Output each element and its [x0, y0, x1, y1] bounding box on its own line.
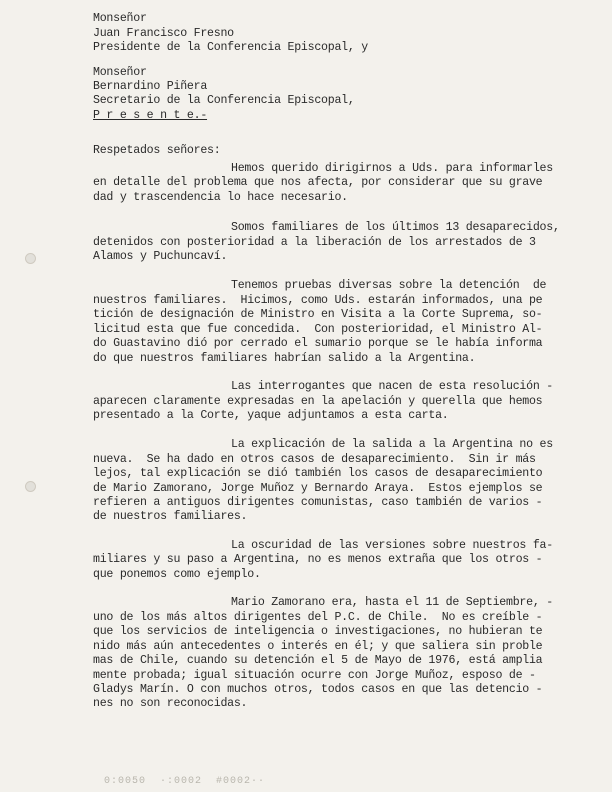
body-line: lejos, tal explicación se dió también los casos de desaparecimiento	[93, 467, 543, 480]
body-line: en detalle del problema que nos afecta, por considerar que su grave	[93, 176, 543, 189]
body-line: Alamos y Puchuncaví.	[93, 250, 228, 263]
body-line: licitud esta que fue concedida. Con posterioridad, el Ministro Al-	[93, 323, 543, 336]
punch-hole-top	[25, 253, 36, 264]
salutation: Respetados señores:	[93, 144, 221, 157]
body-line: tición de designación de Ministro en Visita a la Corte Suprema, so-	[93, 308, 543, 321]
body-line: de nuestros familiares.	[93, 510, 248, 523]
body-line: aparecen claramente expresadas en la apelación y querella que hemos	[93, 395, 543, 408]
body-line: dad y trascendencia lo hace necesario.	[93, 191, 348, 204]
addressee-line-5: Bernardino Piñera	[93, 80, 208, 93]
addressee-line-1: Monseñor	[93, 12, 147, 25]
body-line: presentado a la Corte, yaque adjuntamos a esta carta.	[93, 409, 449, 422]
body-line: nuestros familiares. Hicimos, como Uds. estarán informados, una pe	[93, 294, 543, 307]
body-line: uno de los más altos dirigentes del P.C. de Chile. No es creíble -	[93, 611, 543, 624]
body-line: La oscuridad de las versiones sobre nuestros fa-	[231, 539, 553, 552]
addressee-line-2: Juan Francisco Fresno	[93, 27, 234, 40]
body-line: do Guastavino dió por cerrado el sumario porque se le había informa	[93, 337, 543, 350]
addressee-presente: P r e s e n t e.-	[93, 109, 208, 122]
body-line: Gladys Marín. O con muchos otros, todos casos en que las detencio -	[93, 683, 543, 696]
addressee-line-4: Monseñor	[93, 66, 147, 79]
body-line: Hemos querido dirigirnos a Uds. para informarles	[231, 162, 553, 175]
body-line: nes no son reconocidas.	[93, 697, 248, 710]
body-line: La explicación de la salida a la Argentina no es	[231, 438, 553, 451]
body-line: nido más aún antecedentes o interés en él; y que saliera sin proble	[93, 640, 543, 653]
body-line: Las interrogantes que nacen de esta resolución -	[231, 380, 553, 393]
body-line: Somos familiares de los últimos 13 desaparecidos,	[231, 221, 560, 234]
body-line: nueva. Se ha dado en otros casos de desaparecimiento. Sin ir más	[93, 453, 536, 466]
body-line: detenidos con posterioridad a la liberación de los arrestados de 3	[93, 236, 536, 249]
punch-hole-bottom	[25, 481, 36, 492]
addressee-line-3: Presidente de la Conferencia Episcopal, y	[93, 41, 369, 54]
body-line: Mario Zamorano era, hasta el 11 de Septiembre, -	[231, 596, 553, 609]
body-line: do que nuestros familiares habrían salido a la Argentina.	[93, 352, 476, 365]
body-line: de Mario Zamorano, Jorge Muñoz y Bernardo Araya. Estos ejemplos se	[93, 482, 543, 495]
body-line: mente probada; igual situación ocurre con Jorge Muñoz, esposo de -	[93, 669, 536, 682]
body-line: que los servicios de inteligencia o investigaciones, no hubieran te	[93, 625, 543, 638]
body-line: miliares y su paso a Argentina, no es menos extraña que los otros -	[93, 553, 543, 566]
body-line: Tenemos pruebas diversas sobre la detención de	[231, 279, 547, 292]
body-line: que ponemos como ejemplo.	[93, 568, 261, 581]
body-line: refieren a antiguos dirigentes comunistas, caso también de varios -	[93, 496, 543, 509]
footer-stamp: 0:0050 ·:0002 #0002··	[104, 776, 266, 787]
body-line: mas de Chile, cuando su detención el 5 de Mayo de 1976, está amplia	[93, 654, 543, 667]
addressee-line-6: Secretario de la Conferencia Episcopal,	[93, 94, 355, 107]
